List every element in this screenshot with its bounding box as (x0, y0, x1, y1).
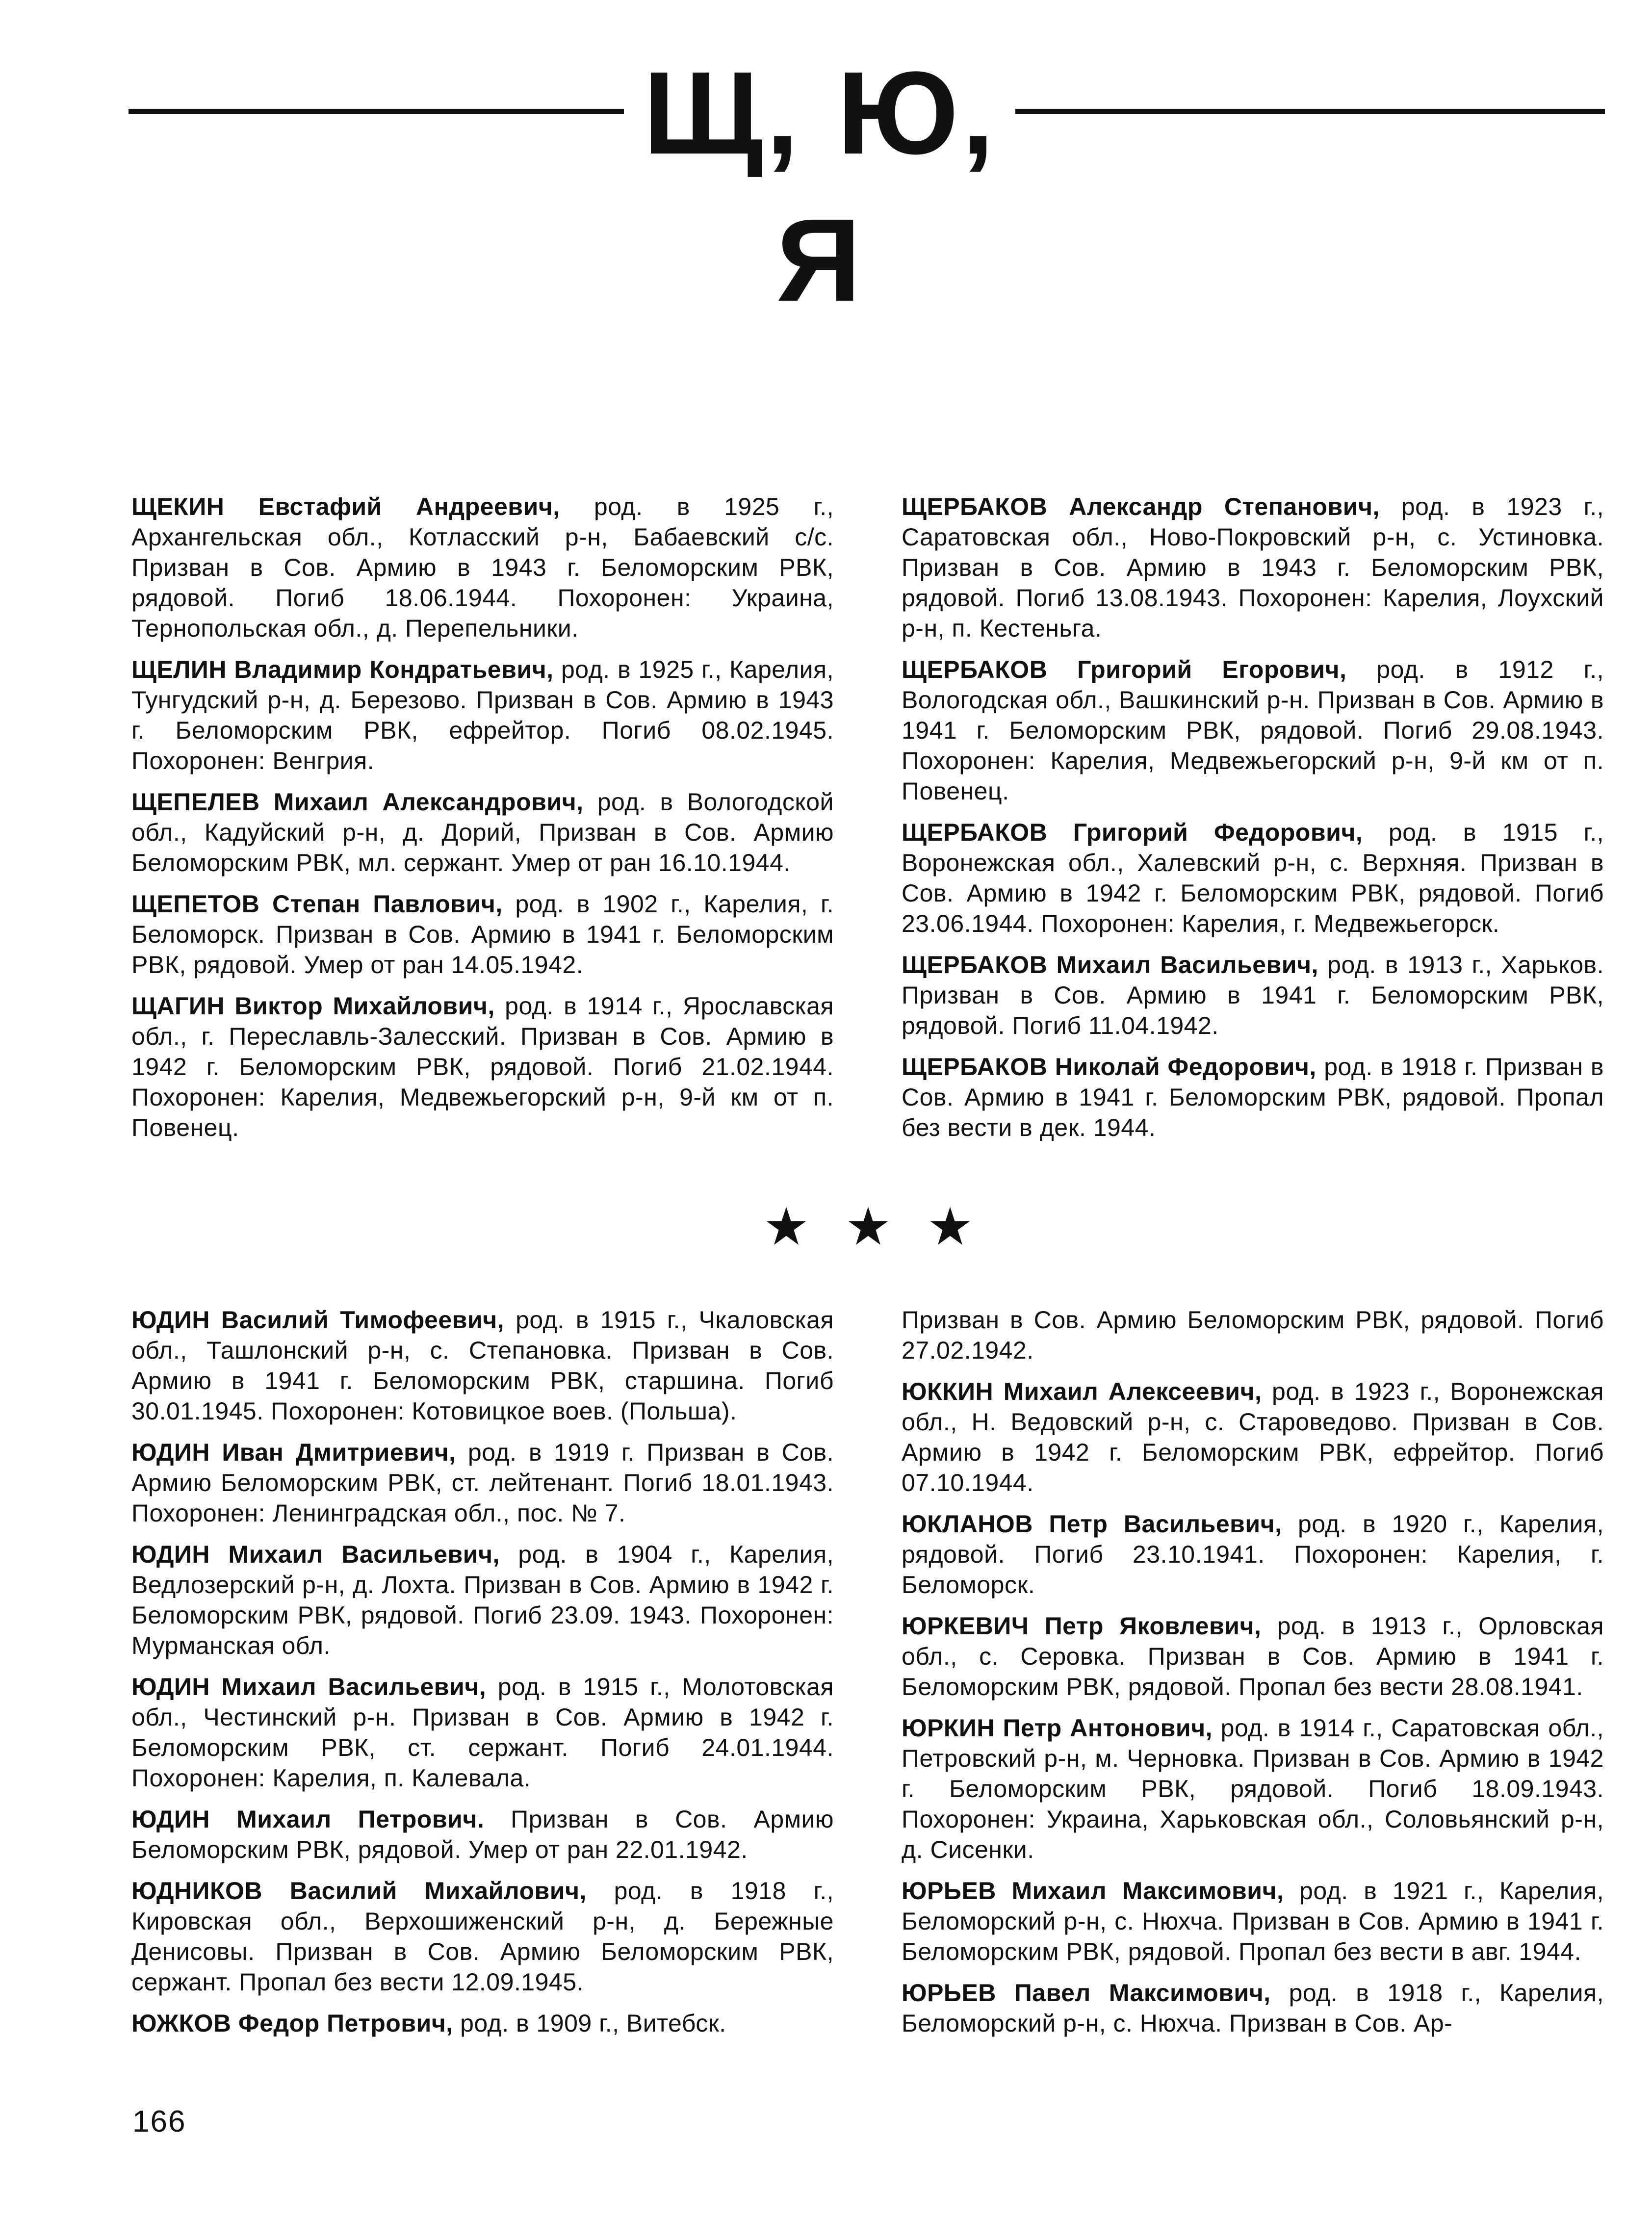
entry (902, 491, 1604, 644)
entry-text: род. в 1918 г. Призван в Сов. Армию в 1941 г. Беломорским РВК, рядовой. Пропал без вести в дек. 1944. (902, 1053, 1604, 1141)
title-rule-right (1015, 109, 1605, 114)
entry (902, 1509, 1604, 1600)
entry-name: ЩАГИН Виктор Михайлович, (131, 992, 495, 1020)
entry-text: род. в 1904 г., Карелия, Ведлозерский р-н, д. Лохта. Призван в Сов. Армию в 1942 г. Беломорским РВК, рядовой. Погиб 23.09. 1943. Похоронен: Мурманская обл. (131, 1541, 834, 1659)
column-sch-left (131, 491, 834, 1154)
entry-text: род. в 1918 г., Карелия, Беломорский р-н, с. Нюхча. Призван в Сов. Ар- (902, 1979, 1604, 2037)
entry-text: род. в 1915 г., Молотовская обл., Честинский р-н. Призван в Сов. Армию в 1942 г. Беломорским РВК, ст. сержант. Погиб 24.01.1944. Похоронен: Карелия, п. Калевала. (131, 1673, 834, 1792)
entry (902, 1305, 1604, 1366)
entry-name: ЮРЬЕВ Михаил Максимович, (902, 1877, 1284, 1905)
entry (902, 1611, 1604, 1702)
entry (131, 1876, 834, 1997)
entry-name: ЮРЬЕВ Павел Максимович, (902, 1979, 1271, 2007)
entry (902, 1376, 1604, 1498)
entry-text: род. в 1909 г., Витебск. (453, 2010, 726, 2037)
entry-text: Призван в Сов. Армию Беломорским РВК, рядовой. Умер от ран 22.01.1942. (131, 1805, 834, 1863)
entry-name: ЮДИН Михаил Петрович. (131, 1805, 485, 1833)
entry-name: ЮДИН Михаил Васильевич, (131, 1673, 487, 1701)
entry-text: род. в 1913 г., Орловская обл., с. Серовка. Призван в Сов. Армию в 1941 г. Беломорским РВК, рядовой. Пропал без вести 28.08.1941. (902, 1612, 1604, 1701)
entry-name: ЮККИН Михаил Алексеевич, (902, 1378, 1262, 1405)
entry (902, 1052, 1604, 1143)
entry-text: род. в 1925 г., Карелия, Тунгудский р-н, д. Березово. Призван в Сов. Армию в 1943 г. Беломорским РВК, ефрейтор. Погиб 08.02.1945. Похоронен: Венгрия. (131, 656, 834, 774)
entry (902, 1876, 1604, 1967)
entry-text: род. в 1923 г., Саратовская обл., Ново-Покровский р-н, с. Устиновка. Призван в Сов. Армию в 1943 г. Беломорским РВК, рядовой. Погиб 13.08.1943. Похоронен: Карелия, Лоухский р-н, п. Кестеньга. (902, 493, 1604, 642)
entry (131, 2008, 834, 2038)
title-rule-left (129, 109, 624, 114)
entry (902, 1978, 1604, 2038)
star-icon (765, 1205, 807, 1247)
page-title: Щ, Ю, Я (643, 47, 998, 326)
entry-name: ЩЕПЕТОВ Степан Павлович, (131, 890, 503, 918)
entry (902, 654, 1604, 806)
entry (131, 889, 834, 980)
entry (902, 950, 1604, 1041)
entry-name: ЮКЛАНОВ Петр Васильевич, (902, 1510, 1282, 1538)
entry (902, 1713, 1604, 1865)
entry (131, 654, 834, 776)
entry-text: род. в 1921 г., Карелия, Беломорский р-н, с. Нюхча. Призван в Сов. Армию в 1941 г. Беломорским РВК, рядовой. Пропал без вести в авг. 1944. (902, 1877, 1604, 1965)
entry-name: ЩЕРБАКОВ Григорий Федорович, (902, 819, 1363, 846)
page-number: 166 (132, 2105, 186, 2139)
entry-name: ЩЕРБАКОВ Николай Федорович, (902, 1053, 1316, 1081)
section-separator (765, 1197, 971, 1256)
entry-name: ЩЕРБАКОВ Александр Степанович, (902, 493, 1380, 520)
entry (131, 491, 834, 644)
entry (131, 991, 834, 1143)
entry-name: ЮРКИН Петр Антонович, (902, 1714, 1213, 1742)
entry-text: род. в Вологодской обл., Кадуйский р-н, д. Дорий, Призван в Сов. Армию Беломорским РВК, мл. сержант. Умер от ран 16.10.1944. (131, 788, 834, 876)
entry-text: род. в 1914 г., Саратовская обл., Петровский р-н, м. Черновка. Призван в Сов. Армию в 1942 г. Беломорским РВК, рядовой. Погиб 18.09.1943. Похоронен: Украина, Харьковская обл., Соловьянский р-н, д. Сисенки. (902, 1714, 1604, 1863)
entry-name: ЩЕРБАКОВ Михаил Васильевич, (902, 951, 1318, 979)
entry (131, 1437, 834, 1528)
entry-name: ЮЖКОВ Федор Петрович, (131, 2010, 453, 2037)
column-sch-right (902, 491, 1604, 1154)
entry-text: род. в 1919 г. Призван в Сов. Армию Беломорским РВК, ст. лейтенант. Погиб 18.01.1943. Похоронен: Ленинградская обл., пос. № 7. (131, 1439, 834, 1527)
entry (131, 1804, 834, 1865)
entry-name: ЩЕКИН Евстафий Андреевич, (131, 493, 560, 520)
entry-text: род. в 1923 г., Воронежская обл., Н. Ведовский р-н, с. Староведово. Призван в Сов. Армию в 1942 г. Беломорским РВК, ефрейтор. Погиб 07.10.1944. (902, 1378, 1604, 1496)
entry-name: ЮДИН Михаил Васильевич, (131, 1541, 500, 1568)
entry-name: ЮДНИКОВ Василий Михайлович, (131, 1877, 587, 1905)
entry-name: ЩЕЛИН Владимир Кондратьевич, (131, 656, 554, 683)
entry (131, 1672, 834, 1793)
star-icon (847, 1205, 889, 1247)
entry-text: род. в 1925 г., Архангельская обл., Котласский р-н, Бабаевский с/с. Призван в Сов. Армию в 1943 г. Беломорским РВК, рядовой. Погиб 18.06.1944. Похоронен: Украина, Тернопольская обл., д. Перепельники. (131, 493, 834, 642)
entry-text: род. в 1902 г., Карелия, г. Беломорск. Призван в Сов. Армию в 1941 г. Беломорским РВК, рядовой. Умер от ран 14.05.1942. (131, 890, 834, 979)
entry (131, 1305, 834, 1426)
entry-name: ЮДИН Василий Тимофеевич, (131, 1306, 505, 1334)
entry-name: ЩЕРБАКОВ Григорий Егорович, (902, 656, 1347, 683)
entry-text: род. в 1914 г., Ярославская обл., г. Переславль-Залесский. Призван в Сов. Армию в 1942 г. Беломорским РВК, рядовой. Погиб 21.02.1944. Похоронен: Карелия, Медвежьегорский р-н, 9-й км от п. Повенец. (131, 992, 834, 1141)
entry (902, 817, 1604, 939)
entry-text: род. в 1915 г., Чкаловская обл., Ташлонский р-н, с. Степановка. Призван в Сов. Армию в 1941 г. Беломорским РВК, старшина. Погиб 30.01.1945. Похоронен: Котовицкое воев. (Польша). (131, 1306, 834, 1425)
entry-text: род. в 1912 г., Вологодская обл., Вашкинский р-н. Призван в Сов. Армию в 1941 г. Беломорским РВК, рядовой. Погиб 29.08.1943. Похоронен: Карелия, Медвежьегорский р-н, 9-й км от п. Повенец. (902, 656, 1604, 805)
entry-name: ЩЕПЕЛЕВ Михаил Александрович, (131, 788, 584, 816)
entry-text: род. в 1913 г., Харьков. Призван в Сов. Армию в 1941 г. Беломорским РВК, рядовой. Погиб 11.04.1942. (902, 951, 1604, 1039)
column-yu-left (131, 1305, 834, 2049)
entry-text: род. в 1920 г., Карелия, рядовой. Погиб 23.10.1941. Похоронен: Карелия, г. Беломорск. (902, 1510, 1604, 1598)
entry (131, 787, 834, 878)
entry-name: ЮДИН Иван Дмитриевич, (131, 1439, 456, 1466)
column-yu-right (902, 1305, 1604, 2049)
title-row (129, 39, 1605, 326)
entry-name: ЮРКЕВИЧ Петр Яковлевич, (902, 1612, 1262, 1640)
entry-text: род. в 1915 г., Воронежская обл., Халевский р-н, с. Верхняя. Призван в Сов. Армию в 1942 г. Беломорским РВК, рядовой. Погиб 23.06.1944. Похоронен: Карелия, г. Медвежьегорск. (902, 819, 1604, 937)
entry-text: род. в 1918 г., Кировская обл., Верхошиженский р-н, д. Бережные Денисовы. Призван в Сов. Армию Беломорским РВК, сержант. Пропал без вести 12.09.1945. (131, 1877, 834, 1996)
entry-text: Призван в Сов. Армию Беломорским РВК, рядовой. Погиб 27.02.1942. (902, 1306, 1604, 1364)
entry (131, 1539, 834, 1661)
star-icon (929, 1205, 971, 1247)
